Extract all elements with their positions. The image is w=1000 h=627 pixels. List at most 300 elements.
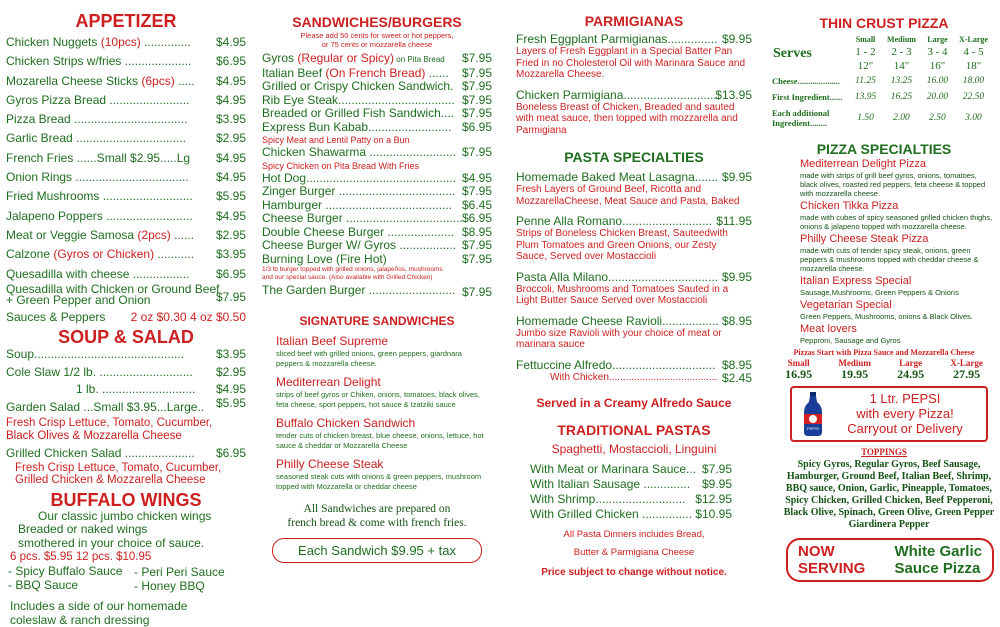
item-price: $3.95 [215,247,246,262]
item-price: $7.95 [701,461,732,476]
item-price: $5.95 [215,189,246,204]
item-price: $7.95 [461,285,492,299]
specialty-item [800,299,996,321]
specialty-item [800,200,996,231]
item-name: Grilled or Crispy Chicken Sandwich. [262,79,454,93]
item-price: $4.95 [215,92,246,107]
now-serving [798,543,865,577]
pasta-types: Spaghetti, Mostaccioli, Linguini [551,441,717,456]
column-pizza [772,0,996,611]
item-price: 2 oz $0.30 4 oz $0.50 [130,309,246,324]
menu-item [516,33,752,46]
item-name: 1 lb. ............................ [76,382,196,397]
item-name: Penne Alla Romano........................... [516,214,713,228]
item-price: $7.95 [461,184,492,198]
price-value: 22.50 [962,92,985,102]
thin-crust-heading: THIN CRUST PIZZA [819,15,949,31]
signature-item [276,375,488,410]
item-price: $7.95 [461,251,492,266]
menu-item [6,129,246,148]
item-option: (On French Bread) [325,65,426,80]
now-label: NOW [798,543,835,560]
item-price: $7.95 [461,106,492,120]
menu-item [516,215,752,228]
item-price: $6.45 [461,197,492,212]
item-price: $7.95 [461,92,492,107]
pasta-dinner-note: All Pasta Dinners includes Bread, [563,528,705,540]
item-description: Fresh Crisp Lettuce, Tomato, Cucumber, Grilled Chicken & Mozzarella Cheese [15,461,222,487]
item-price: $11.95 [716,214,752,228]
item-price: $6.95 [461,119,492,134]
menu-item [6,310,246,325]
item-name: Pizza Bread .................................. [6,112,188,127]
menu-item [262,239,492,253]
menu-item [262,185,492,199]
item-description: Boneless Breast of Chicken, Breaded and sauted with meat sauce, then topped with mozzarella and Parmigiana [516,101,738,136]
signature-item [276,457,488,492]
menu-item [516,359,752,372]
item-name: Rib Eye Steak................................... [262,92,455,107]
item-name: With Meat or Marinara Sauce... [530,461,697,476]
menu-item [6,347,246,362]
price-row-label: First Ingredient...... [772,92,843,102]
item-name: Express Bun Kabab......................... [262,119,452,134]
wings-side [6,600,246,627]
item-description: Broccoli, Mushrooms and Tomatoes Sauted in a Light Butter Sauce Served over Mostaccioli [516,283,729,306]
item-price: $13.95 [715,87,752,102]
menu-item [262,121,492,135]
wings-pricing: 6 pcs. $5.95 12 pcs. $10.95 [10,551,152,564]
item-name: Garden Salad ...Small $3.95...Large.. [6,399,205,414]
item-description: Jumbo size Ravioli with your choice of meat or marinara sauce [516,327,722,350]
serve-count: 3 - 4 [927,46,948,58]
pepsi-line: Carryout or Delivery [847,421,963,436]
size-label: Medium [838,358,871,368]
menu-item [6,110,246,129]
item-description: Spicy Chicken on Pita Bread With Fries [262,160,420,171]
menu-item [6,446,246,461]
wings-description [6,510,246,551]
item-price: $6.95 [215,446,246,461]
sauce-option: - Spicy Buffalo Sauce [8,564,123,579]
item-price: $4.95 [215,170,246,185]
menu-item [262,146,492,160]
pepsi-promo [790,386,988,442]
wings-desc-line: smothered in your choice of sauce. [18,535,205,550]
item-price: $9.95 [721,32,752,46]
price-row-label: Each additional Ingredient........ [772,108,830,128]
wings-desc-line: Our classic jumbo chicken wings [38,508,212,523]
sauce-pizza-label: Sauce Pizza [894,560,981,577]
pizza-start-note: Pizzas Start with Pizza Sauce and Mozzarella Cheese [793,348,975,357]
signature-item [276,334,488,369]
item-dots: ...... [425,65,449,80]
item-description: 1/3 lb burger topped with grilled onions, jalapeños, mushrooms [262,266,443,273]
price-row [772,105,994,131]
specialty-description: made with cuts of tender spicy steak, onions, green peppers & mushrooms topped with cheddar cheese & mozzarella cheese. [800,246,979,273]
item-name: Calzone [6,247,54,262]
price-row [772,73,994,89]
specialty-name: Philly Cheese Steak Pizza [800,233,929,245]
item-name: Cole Slaw 1/2 lb. ............................ [6,364,193,379]
item-price: $3.95 [215,112,246,127]
menu-item [262,52,492,67]
serve-count: 4 - 5 [963,46,984,58]
item-name: Fresh Eggplant Parmigianas............... [516,32,718,46]
item-price: $2.95 [215,227,246,242]
item-name: Italian Beef [262,65,326,80]
item-description: Fresh Crisp Lettuce, Tomato, Cucumber, Black Olives & Mozzarella Cheese [6,417,213,442]
price-row [772,89,994,105]
item-name: Garlic Bread ................................. [6,131,187,146]
menu-item [262,212,492,226]
size-label: X-Large [950,358,983,368]
menu-item [6,91,246,110]
menu-item [262,226,492,240]
item-price: $5.95 [215,395,246,410]
menu-item [516,271,752,284]
item-name: Zinger Burger ................................... [262,184,456,198]
item-price: $7.95 [461,51,492,65]
item-name: Double Cheese Burger .................... [262,224,455,239]
specialty-name: Mediterrean Delight Pizza [800,158,926,170]
item-name: Chicken Shawarma .......................... [262,145,457,159]
menu-item [6,207,246,226]
serving-label: SERVING [798,560,866,577]
pasta-list [516,171,752,351]
toppings-list: Spicy Gyros, Regular Gyros, Beef Sausage, Hamburger, Ground Beef, Italian Beef, Shrimp, BBQ sauce, Onion, Garlic, Pineapple, Tomatoes, Spicy Chicken, Grilled Chicken, Beef Pepperoni, Black Olive, Spinach, Green Olive, Green Pepper Giardinera Pepper [783,459,995,530]
signature-name: Buffalo Chicken Sandwich [276,415,416,430]
size-amount: 19.95 [841,367,869,381]
buffalo-wings-heading: BUFFALO WINGS [50,489,202,510]
column-sandwiches [262,0,492,611]
menu-item [516,315,752,328]
menu-item [262,107,492,121]
size-label: Small [787,358,810,368]
price-value: 16.25 [890,92,913,102]
prepared-line: french bread & come with french fries. [287,516,467,529]
menu-item [6,72,246,91]
signature-description: seasoned steak cuts with onions & green peppers, mushroom topped with Mozzarella or cheddar cheese [276,471,482,491]
serve-count: 2 - 3 [891,46,912,58]
specialty-name: Chicken Tikka Pizza [800,200,899,212]
prepared-line: All Sandwiches are prepared on [303,502,451,515]
wings-desc-line: Breaded or naked wings [18,522,148,537]
signature-list [262,334,492,492]
white-garlic-banner [786,538,994,582]
item-price: $4.95 [215,382,246,397]
item-name: The Garden Burger .......................... [262,283,456,297]
price-notice: Price subject to change without notice. [541,566,727,578]
serves-label: Serves [773,45,812,61]
specialty-description: made with strips of grill beef gyros, onions, tomatoes, black olives, roasted red peppers, feta cheese & topped with mozzarella cheese. [800,171,986,198]
menu-item [6,265,246,284]
item-note: (2pcs) [137,227,171,242]
inch-size: 18" [965,60,982,72]
menu-item [262,80,492,94]
menu-item [262,172,492,186]
menu-item [530,492,732,507]
item-price: $4.95 [215,208,246,223]
sandwich-note: or 75 cents or mozzarella cheese [321,40,433,49]
item-price: $7.95 [461,79,492,93]
size-header: Medium [887,35,916,44]
sandwiches-heading: SANDWICHES/BURGERS [292,14,462,30]
item-name: Meat or Veggie Samosa [6,227,138,242]
size-price [950,358,983,381]
pasta-item [516,271,752,307]
item-price: $4.95 [215,35,246,49]
item-name: French Fries ......Small $2.95.....Lg [6,150,191,165]
pasta-dinner-note: Butter & Parmigiana Cheese [573,546,695,558]
price-value: 1.50 [857,113,874,123]
item-description: and our special sauce. (Also available with Grilled Chicken) [262,273,433,281]
menu-item [6,365,246,380]
item-description: Layers of Fresh Eggplant in a Special Batter Pan Fried in no Cholesterol Oil with Marinara Sauce and Mozzarella Cheese. [516,46,745,80]
menu-item [6,245,246,264]
menu-item [6,33,246,52]
item-price: $6.95 [215,54,246,69]
item-name: Gyros [262,51,298,65]
specialty-item [800,233,996,273]
menu-item [516,171,752,184]
item-name: Pasta Alla Milano................................. [516,269,719,284]
inch-size: 12" [857,60,874,72]
soup-salad-heading: SOUP & SALAD [58,327,194,348]
item-name: Jalapeno Poppers .......................... [6,208,193,223]
column-pasta [516,0,752,611]
signature-name: Mediterrean Delight [276,374,381,389]
item-price: $9.95 [721,170,752,184]
item-name: With Chicken....................................... [550,371,718,383]
signature-name: Philly Cheese Steak [276,456,384,471]
specialty-description: Sausage,Mushrooms, Green Peppers & Onions [800,288,959,297]
size-price [785,358,812,381]
white-garlic-label: White Garlic [894,543,982,560]
item-price: $9.95 [701,476,732,491]
pepsi-bottle-label: PEPSI [807,426,819,431]
price-value: 3.00 [965,113,982,123]
item-name: With Italian Sausage .............. [530,476,691,491]
item-name: Grilled Chicken Salad ..................... [6,446,195,461]
item-price: $6.95 [461,211,492,225]
appetizer-list [6,33,246,284]
sauce-option: - Peri Peri Sauce [134,565,225,580]
size-price [838,358,871,381]
price-row-label: Cheese.................... [772,76,840,86]
item-price: $12.95 [695,491,732,506]
item-description: Fresh Layers of Ground Beef, Ricotta and MozzarellaCheese, Meat Sauce and Pasta, Baked [516,184,740,207]
item-price: $4.95 [461,170,492,185]
parmigianas-heading: PARMIGIANAS [584,13,684,29]
inch-size: 16" [929,60,946,72]
item-description: Strips of Boneless Chicken Breast, Sauteedwith Plum Tomatoes and Green Onions, our Zesty Sauce, Served over Mostaccioli [516,228,728,262]
specialty-item [800,275,996,297]
menu-item [516,89,752,102]
item-note: (6pcs) [141,73,175,88]
wings-side-line: Includes a side of our homemade [10,599,188,614]
pasta-specialties-heading: PASTA SPECIALTIES [564,149,704,165]
price-value: 13.95 [854,92,877,102]
item-price: $7.95 [461,65,492,80]
toppings-heading: TOPPINGS [861,447,907,457]
item-price: $2.95 [215,131,246,146]
signature-item [276,416,488,451]
item-name: + Green Pepper and Onion [6,292,151,307]
traditional-list [530,462,732,522]
each-sandwich-price-banner: Each Sandwich $9.95 + tax [272,538,482,563]
traditional-pastas-heading: TRADITIONAL PASTAS [557,421,711,438]
item-price: $4.95 [215,150,246,165]
item-price: $7.95 [461,145,492,159]
item-name: Sauces & Peppers [6,309,106,324]
signature-description: sliced beef with grilled onions, green peppers, giardnara peppers & mozzarella cheese. [276,348,462,368]
menu-item [6,382,246,397]
price-value: 20.00 [926,92,949,102]
size-label: Large [899,358,923,368]
item-price: $4.95 [215,73,246,88]
menu-item [6,395,246,415]
specialty-description: made with cubes of spicy seasoned grilled chicken thighs, onions & jalapeno topped with mozzarella cheese. [800,213,993,231]
signature-description: strips of beef gyros or Chiken, onions, tomatoes, black olives, feta cheese, sport peppers, hot sauce & tzatziki sauce [276,389,480,409]
item-name: Mozarella Cheese Sticks [6,73,142,88]
column-appetizers [6,0,246,627]
menu-item [6,149,246,168]
item-name: Homemade Cheese Ravioli................. [516,313,719,328]
item-name: Gyros Pizza Bread ........................ [6,92,190,107]
item-dots: ........... [154,247,195,262]
item-price: $7.95 [215,289,246,304]
pepsi-bottle-icon [802,392,824,436]
signature-name: Italian Beef Supreme [276,333,389,348]
pasta-item [516,215,752,263]
signature-heading: SIGNATURE SANDWICHES [299,313,455,328]
item-price: $8.95 [721,313,752,328]
item-name: Chicken Parmigiana............................ [516,87,717,102]
specialty-description: Pepproni, Sausage and Gyros [800,336,901,345]
pepsi-promo-text [828,391,982,436]
menu-item [6,187,246,206]
alfredo-note: Served in a Creamy Alfredo Sauce [536,395,732,410]
menu-item [530,477,732,492]
item-name: With Shrimp........................... [530,491,686,506]
pasta-item [516,171,752,207]
sauce-option: - BBQ Sauce [8,578,79,593]
menu-item [6,226,246,245]
item-name: With Grilled Chicken ............... [530,506,693,521]
item-price: $8.95 [721,357,752,372]
specialty-item [800,323,996,345]
sandwich-list [262,172,492,253]
specialty-name: Italian Express Special [800,275,912,287]
item-price: $9.95 [721,269,752,284]
item-name: Cheese Burger ................................... [262,211,463,225]
size-price [897,358,924,381]
specialty-description: Green Peppers, Mushrooms, onions & Black Olives. [800,312,973,321]
item-name: Soup............................................. [6,347,185,362]
item-dots: ..... [174,73,195,88]
specialty-item [800,158,996,198]
price-value: 2.00 [893,113,910,123]
menu-item [6,281,246,309]
item-name: Chicken Nuggets [6,35,101,49]
item-price: $6.95 [215,266,246,281]
item-dots: .............. [140,35,191,49]
pasta-item [516,315,752,351]
menu-item [262,67,492,81]
item-dots: ...... [170,227,195,242]
menu-item [530,462,732,477]
menu-item [530,507,732,522]
item-price: $3.95 [215,347,246,362]
menu-item [6,52,246,71]
item-name: Cheese Burger W/ Gyros ................. [262,238,457,252]
specialty-size-prices [772,358,996,381]
item-name: Fettuccine Alfredo............................... [516,357,716,372]
appetizer-heading: APPETIZER [75,11,177,31]
item-name: Quesadilla with Chicken or Ground Beef [6,281,220,296]
thin-crust-price-table [772,34,994,131]
price-value: 2.50 [929,113,946,123]
price-value: 11.25 [855,76,876,86]
item-option: (Regular or Spicy) [297,51,395,65]
item-price: $2.45 [721,370,752,385]
item-name: Hot Dog............................................. [262,170,457,185]
pizza-specialties-list [772,158,996,345]
item-price: $8.95 [461,224,492,239]
item-name: Burning Love (Fire Hot) [262,251,387,266]
price-value: 16.00 [926,76,949,86]
size-amount: 16.95 [785,367,813,381]
size-header: Large [927,35,948,44]
item-description: Spicy Meat and Lentil Patty on a Bun [262,135,410,145]
menu-item [262,253,492,267]
specialty-name: Meat lovers [800,323,857,335]
item-name: Hamburger ...................................... [262,197,453,212]
menu-item [262,284,492,298]
item-name: Quesadilla with cheese ................. [6,266,190,281]
item-name: Homemade Baked Meat Lasagna....... [516,170,719,184]
menu-item [516,372,752,384]
item-detail: on Pita Bread [394,55,445,64]
item-note: (Gyros or Chicken) [53,247,155,262]
item-price: $10.95 [695,506,732,521]
item-price: $7.95 [461,238,492,252]
inch-size: 14" [893,60,910,72]
pizza-specialties-heading: PIZZA SPECIALTIES [816,141,952,157]
item-name: Breaded or Grilled Fish Sandwich.... [262,106,455,120]
sandwich-list [262,80,492,134]
signature-description: tender cuts of chicken breast, blue cheese, onions, lettuce, hot sauce & cheddar or Mozzarella Cheese [276,430,484,450]
price-value: 18.00 [962,76,985,86]
sandwich-prepared-note [262,502,492,530]
item-name: Chicken Strips w/fries .................... [6,54,192,69]
serve-count: 1 - 2 [855,46,876,58]
sauce-option: - Honey BBQ [134,579,205,594]
sandwich-note: Please add 50 cents for sweet or hot peppers, [300,31,454,40]
pepsi-line: with every Pizza! [856,406,954,421]
size-amount: 24.95 [897,367,925,381]
size-header: Small [855,35,876,44]
wings-side-line: coleslaw & ranch dressing [10,612,150,627]
size-amount: 27.95 [953,367,981,381]
menu-item [6,168,246,187]
item-name: Fried Mushrooms ........................... [6,189,193,204]
specialty-name: Vegetarian Special [800,299,892,311]
pepsi-line: 1 Ltr. PEPSI [869,391,941,406]
item-name: Onion Rings .................................. [6,170,189,185]
item-price: $2.95 [215,364,246,379]
